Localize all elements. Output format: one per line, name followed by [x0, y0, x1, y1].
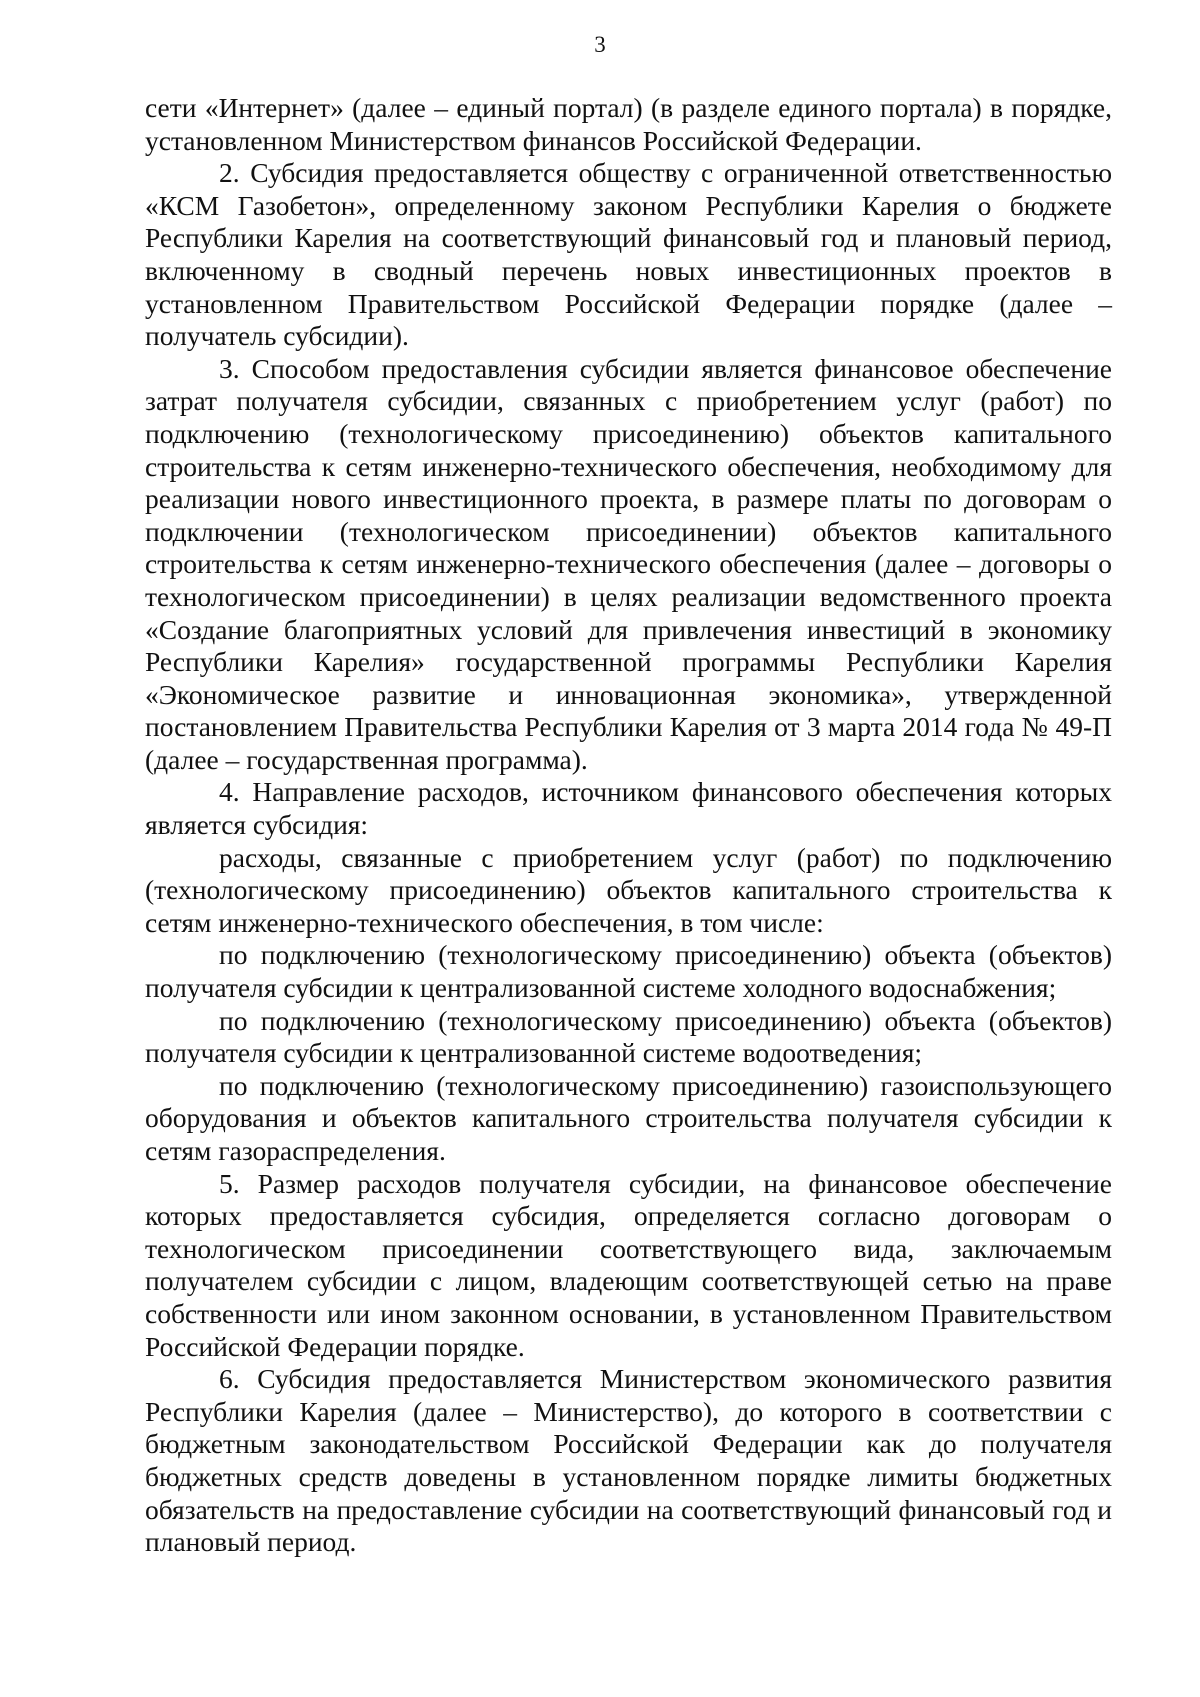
paragraph-expenses: расходы, связанные с приобретением услуг (работ) по подключению (технологическому присоединению) объектов капитального строительства к сетям инженерно-технического обеспечения, в том числе:: [145, 841, 1112, 938]
paragraph-cold-water-supply: по подключению (технологическому присоединению) объекта (объектов) получателя субсидии к централизованной системе холодного водоснабжения;: [145, 939, 1112, 1004]
document-body: [145, 92, 1112, 1559]
paragraph-6-provider: 6. Субсидия предоставляется Министерством экономического развития Республики Карелия (далее – Министерство), до которого в соответствии с бюджетным законодательством Российской Федерации как до получателя бюджетных средств доведены в установленном порядке лимиты бюджетных обязательств на предоставление субсидии на соответствующий финансовый год и плановый период.: [145, 1363, 1112, 1558]
page-number: 3: [594, 32, 606, 57]
paragraph-4-expense-direction: 4. Направление расходов, источником финансового обеспечения которых является субсидия:: [145, 776, 1112, 841]
paragraph-3-method: 3. Способом предоставления субсидии является финансовое обеспечение затрат получателя субсидии, связанных с приобретением услуг (работ) по подключению (технологическому присоединению) объектов капитального строительства к сетям инженерно-технического обеспечения, необходимому для реализации нового инвестиционного проекта, в размере платы по договорам о подключении (технологическом присоединении) объектов капитального строительства к сетям инженерно-технического обеспечения (далее – договоры о технологическом присоединении) в целях реализации ведомственного проекта «Создание благоприятных условий для привлечения инвестиций в экономику Республики Карелия» государственной программы Республики Карелия «Экономическое развитие и инновационная экономика», утвержденной постановлением Правительства Республики Карелия от 3 марта 2014 года № 49-П (далее – государственная программа).: [145, 352, 1112, 775]
paragraph-2-recipient: 2. Субсидия предоставляется обществу с ограниченной ответственностью «КСМ Газобетон», определенному законом Республики Карелия о бюджете Республики Карелия на соответствующий финансовый год и плановый период, включенному в сводный перечень новых инвестиционных проектов в установленном Правительством Российской Федерации порядке (далее – получатель субсидии).: [145, 157, 1112, 352]
paragraph-continuation: сети «Интернет» (далее – единый портал) (в разделе единого портала) в порядке, установленном Министерством финансов Российской Федерации.: [145, 92, 1112, 156]
paragraph-sewerage: по подключению (технологическому присоединению) объекта (объектов) получателя субсидии к централизованной системе водоотведения;: [145, 1004, 1112, 1069]
paragraph-gas-distribution: по подключению (технологическому присоединению) газоиспользующего оборудования и объектов капитального строительства получателя субсидии к сетям газораспределения.: [145, 1069, 1112, 1166]
paragraph-5-expense-amount: 5. Размер расходов получателя субсидии, на финансовое обеспечение которых предоставляется субсидия, определяется согласно договорам о технологическом присоединении соответствующего вида, заключаемым получателем субсидии с лицом, владеющим соответствующей сетью на праве собственности или ином законном основании, в установленном Правительством Российской Федерации порядке.: [145, 1167, 1112, 1362]
